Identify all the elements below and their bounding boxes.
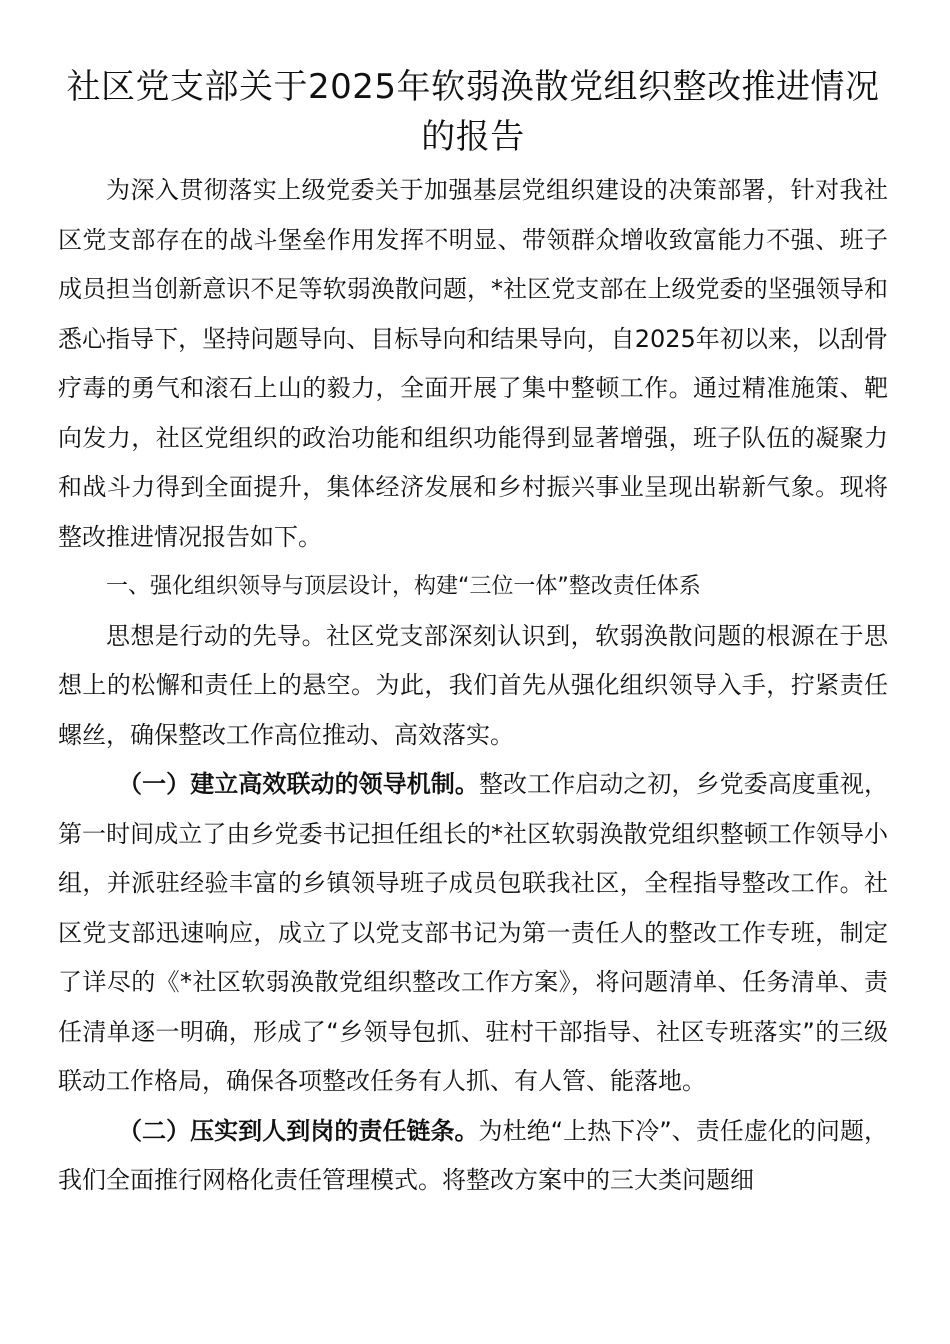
section-1-heading: 一、强化组织领导与顶层设计，构建“三位一体”整改责任体系 <box>106 574 701 599</box>
subsection-2-paragraph <box>58 1107 888 1206</box>
document-page <box>58 62 888 1206</box>
subsection-2-body: 为杜绝“上热下冷”、责任虚化的问题，我们全面推行网格化责任管理模式。将整改方案中的三大类问题细 <box>58 1116 888 1194</box>
section-1-paragraph: 思想是行动的先导。社区党支部深刻认识到，软弱涣散问题的根源在于思想上的松懈和责任上的悬空。为此，我们首先从强化组织领导入手，拧紧责任螺丝，确保整改工作高位推动、高效落实。 <box>58 621 888 749</box>
subsection-2-heading: （二）压实到人到岗的责任链条。 <box>118 1116 479 1145</box>
document-title: 社区党支部关于2025年软弱涣散党组织整改推进情况的报告 <box>66 67 880 157</box>
subsection-1-body: 整改工作启动之初，乡党委高度重视，第一时间成立了由乡党委书记担任组长的*社区软弱涣散党组织整顿工作领导小组，并派驻经验丰富的乡镇领导班子成员包联我社区，全程指导整改工作。社区党支部迅速响应，成立了以党支部书记为第一责任人的整改工作专班，制定了详尽的《*社区软弱涣散党组织整改工作方案》，将问题清单、任务清单、责任清单逐一明确，形成了“乡领导包抓、驻村干部指导、社区专班落实”的三级联动工作格局，确保各项整改任务有人抓、有人管、能落地。 <box>58 770 888 1095</box>
subsection-1-paragraph <box>58 760 888 1107</box>
intro-paragraph: 为深入贯彻落实上级党委关于加强基层党组织建设的决策部署，针对我社区党支部存在的战斗堡垒作用发挥不明显、带领群众增收致富能力不强、班子成员担当创新意识不足等软弱涣散问题，*社区党支部在上级党委的坚强领导和悉心指导下，坚持问题导向、目标导向和结果导向，自2025年初以来，以刮骨疗毒的勇气和滚石上山的毅力，全面开展了集中整顿工作。通过精准施策、靶向发力，社区党组织的政治功能和组织功能得到显著增强，班子队伍的凝聚力和战斗力得到全面提升，集体经济发展和乡村振兴事业呈现出崭新气象。现将整改推进情况报告如下。 <box>58 176 888 551</box>
subsection-1-heading: （一）建立高效联动的领导机制。 <box>118 770 479 798</box>
